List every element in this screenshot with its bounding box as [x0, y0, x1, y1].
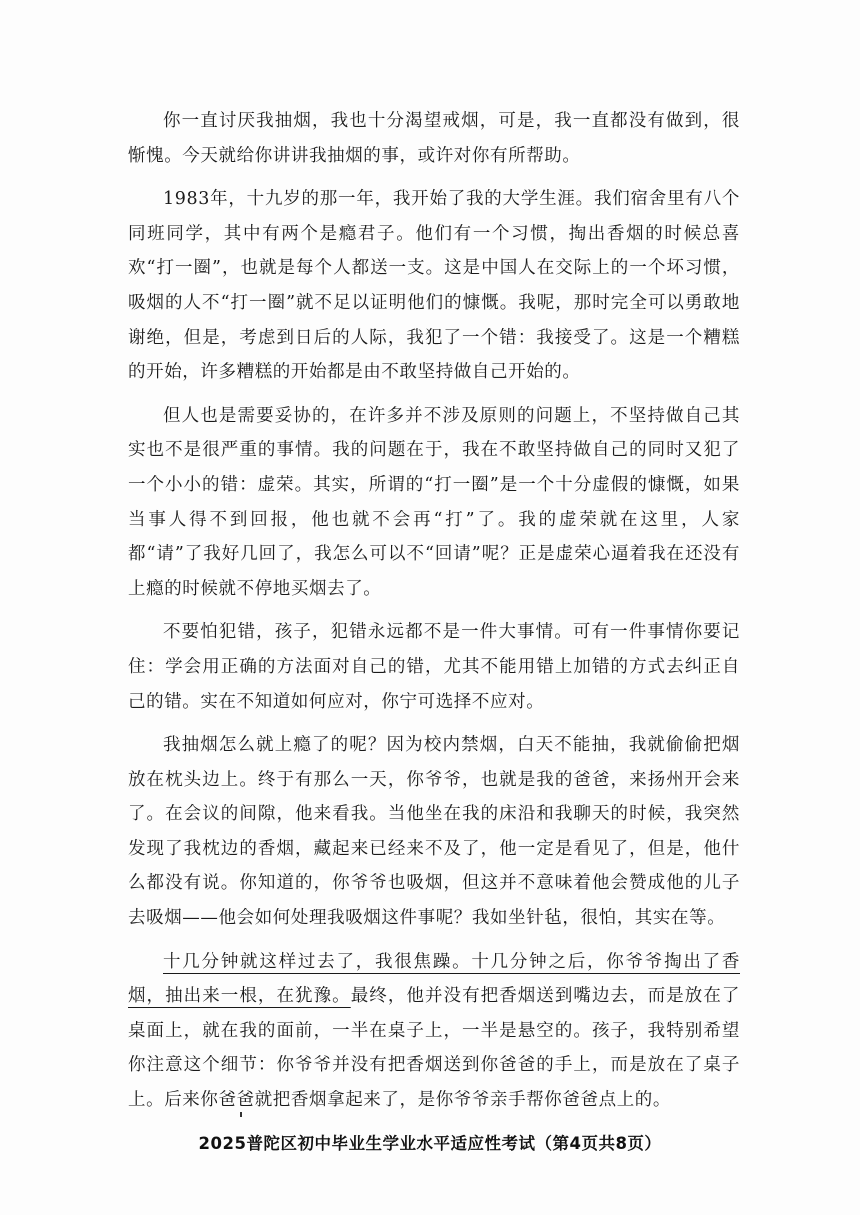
paragraph-3: 但人也是需要妥协的，在许多并不涉及原则的问题上，不坚持做自己其实也不是很严重的事情。我的问题在于，我在不敢坚持做自己的同时又犯了一个小小的错：虚荣。其实，所谓的“打一圈”是一个十分虚假的慷慨，如果当事人得不到回报，他也就不会再“打”了。我的虚荣就在这里，人家都“请”了我好几回了，我怎么可以不“回请”呢？正是虚荣心逼着我在还没有上瘾的时候就不停地买烟去了。: [128, 405, 740, 599]
stray-mark: [240, 1112, 242, 1117]
paragraph-4: 不要怕犯错，孩子，犯错永远都不是一件大事情。可有一件事情你要记住：学会用正确的方法面对自己的错，尤其不能用错上加错的方式去纠正自己的错。实在不知道如何应对，你宁可选择不应对。: [128, 622, 740, 712]
article-body: [128, 104, 740, 1127]
paragraph-5: 我抽烟怎么就上瘾了的呢？因为校内禁烟，白天不能抽，我就偷偷把烟放在枕头边上。终于有那么一天，你爷爷，也就是我的爸爸，来扬州开会来了。在会议的间隙，他来看我。当他坐在我的床沿和我聊天的时候，我突然发现了我枕边的香烟，藏起来已经来不及了，他一定是看见了，但是，他什么都没有说。你知道的，你爷爷也吸烟，但这并不意味着他会赞成他的儿子去吸烟——他会如何处理我吸烟这件事呢？我如坐针毡，很怕，其实在等。: [128, 735, 740, 929]
underlined-sentence: 十几分钟就这样过去了，我很焦躁。十几分钟之后，你爷爷掏出了香烟，抽出来一根，在犹豫。: [128, 951, 740, 1007]
paragraph-1: 你一直讨厌我抽烟，我也十分渴望戒烟，可是，我一直都没有做到，很惭愧。今天就给你讲讲我抽烟的事，或许对你有所帮助。: [128, 111, 740, 166]
paragraph-6: [128, 945, 740, 1118]
paragraph-6-rest: 最终，他并没有把香烟送到嘴边去，而是放在了桌面上，就在我的面前，一半在桌子上，一半是悬空的。孩子，我特别希望你注意这个细节：你爷爷并没有把香烟送到你爸爸的手上，而是放在了桌子上。后来你爸爸就把香烟拿起来了，是你爷爷亲手帮你爸爸点上的。: [128, 986, 740, 1111]
paragraph-2: 1983年，十九岁的那一年，我开始了我的大学生涯。我们宿舍里有八个同班同学，其中有两个是瘾君子。他们有一个习惯，掏出香烟的时候总喜欢“打一圈”，也就是每个人都送一支。这是中国人在交际上的一个坏习惯，吸烟的人不“打一圈”就不足以证明他们的慷慨。我呢，那时完全可以勇敢地谢绝，但是，考虑到日后的人际，我犯了一个错：我接受了。这是一个糟糕的开始，许多糟糕的开始都是由不敢坚持做自己开始的。: [128, 189, 740, 383]
page-footer: 2025普陀区初中毕业生学业水平适应性考试（第4页共8页）: [198, 1134, 662, 1153]
